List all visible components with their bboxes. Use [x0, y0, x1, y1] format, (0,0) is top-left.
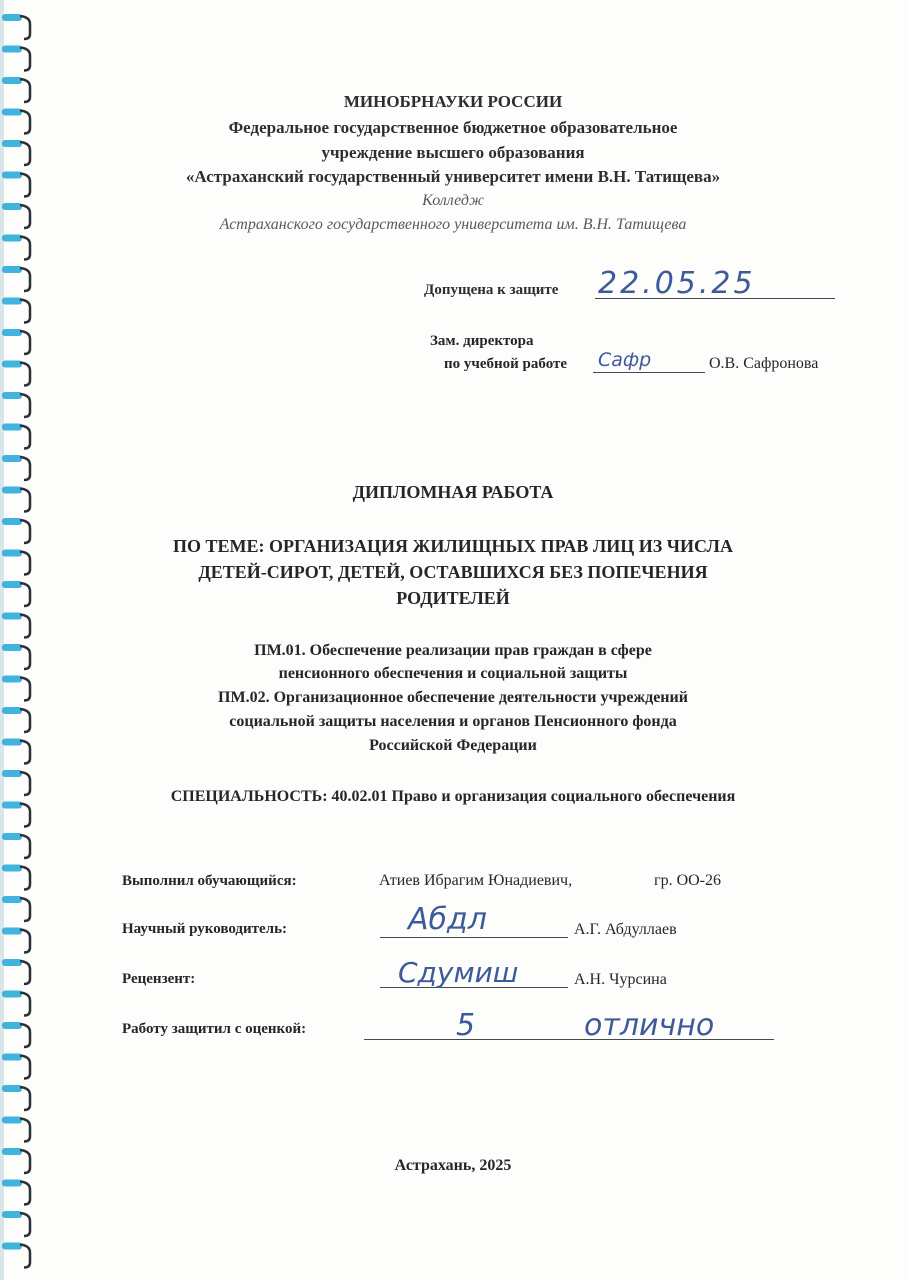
topic-line-2: ДЕТЕЙ-СИРОТ, ДЕТЕЙ, ОСТАВШИХСЯ БЕЗ ПОПЕЧЕНИЯ — [198, 562, 708, 582]
advisor-signature-line — [380, 937, 568, 938]
pm-line-1: ПМ.01. Обеспечение реализации прав граждан в сфере — [254, 642, 652, 659]
topic-line-3: РОДИТЕЛЕЙ — [396, 588, 510, 608]
grade-value: 5 — [456, 1008, 476, 1043]
specialty: СПЕЦИАЛЬНОСТЬ: 40.02.01 Право и организация социального обеспечения — [170, 788, 736, 805]
binding-loop — [2, 235, 30, 260]
pm-line-5: Российской Федерации — [369, 737, 537, 754]
deputy-title-line-2: по учебной работе — [444, 356, 568, 372]
binding-loop — [2, 392, 30, 417]
binding-loop — [2, 1211, 30, 1236]
grade-word: отлично — [584, 1008, 715, 1043]
ministry-name: МИНОБРНАУКИ РОССИИ — [343, 92, 563, 111]
topic-line-1: ПО ТЕМЕ: ОРГАНИЗАЦИЯ ЖИЛИЩНЫХ ПРАВ ЛИЦ ИЗ ЧИСЛА — [173, 536, 733, 556]
pm-line-3: ПМ.02. Организационное обеспечение деятельности учреждений — [218, 689, 688, 706]
binding-loop — [2, 14, 30, 39]
org-line-1: Федеральное государственное бюджетное образовательное — [228, 118, 678, 137]
binding-loop — [2, 361, 30, 386]
deputy-title-line-1: Зам. директора — [430, 333, 534, 349]
binding-loop — [2, 865, 30, 890]
org-line-3: «Астраханский государственный университет имени В.Н. Татищева» — [185, 167, 721, 186]
deputy-name: О.В. Сафронова — [709, 355, 819, 372]
reviewer-name: А.Н. Чурсина — [574, 971, 667, 988]
student-group: гр. ОО-26 — [654, 872, 721, 889]
pm-line-4: социальной защиты населения и органов Пенсионного фонда — [229, 713, 677, 730]
deputy-signature-line — [593, 372, 705, 373]
binding-loop — [2, 833, 30, 858]
binding-loop — [2, 424, 30, 449]
reviewer-signature: Сдумиш — [398, 956, 519, 989]
binding-loop — [2, 896, 30, 921]
org-line-2: учреждение высшего образования — [321, 143, 585, 162]
binding-loop — [2, 455, 30, 480]
advisor-signature: Абдл — [408, 902, 487, 937]
deputy-signature: Сафр — [598, 349, 652, 371]
binding-loop — [2, 1243, 30, 1268]
grade-label: Работу защитил с оценкой: — [122, 1021, 307, 1037]
binding-loop — [2, 613, 30, 638]
binding-loop — [2, 46, 30, 71]
binding-loop — [2, 298, 30, 323]
binding-loop — [2, 1085, 30, 1110]
college-line-1: Колледж — [422, 192, 484, 209]
admitted-label: Допущена к защите — [424, 282, 559, 298]
admitted-date: 22.05.25 — [598, 266, 756, 301]
advisor-name: А.Г. Абдуллаев — [574, 921, 677, 938]
city-year: Астрахань, 2025 — [394, 1157, 512, 1174]
binding-loop — [2, 1054, 30, 1079]
binding-loop — [2, 928, 30, 953]
student-name: Атиев Ибрагим Юнадиевич, — [379, 872, 573, 889]
college-line-2: Астраханского государственного университета им. В.Н. Татищева — [219, 216, 687, 233]
binding-loop — [2, 266, 30, 291]
binding-loop — [2, 329, 30, 354]
reviewer-label: Рецензент: — [122, 971, 196, 987]
student-label: Выполнил обучающийся: — [122, 873, 297, 889]
pm-line-2: пенсионного обеспечения и социальной защиты — [278, 665, 628, 682]
binding-loop — [2, 991, 30, 1016]
binding-loop — [2, 1180, 30, 1205]
binding-loop — [2, 1022, 30, 1047]
binding-loop — [2, 1117, 30, 1142]
binding-loop — [2, 959, 30, 984]
work-title: ДИПЛОМНАЯ РАБОТА — [352, 482, 554, 502]
advisor-label: Научный руководитель: — [122, 921, 287, 937]
